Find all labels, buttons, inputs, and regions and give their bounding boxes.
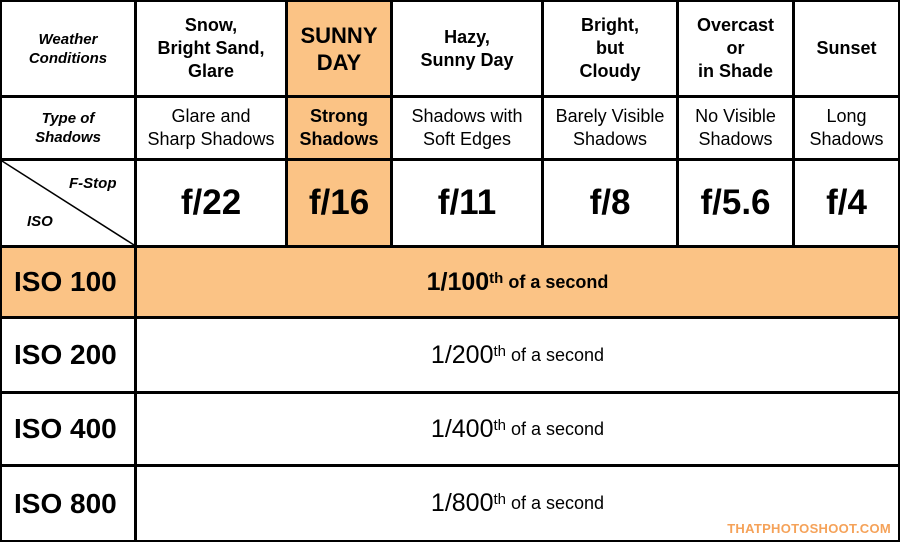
shadow-cell-f4: Long Shadows bbox=[795, 98, 898, 158]
fstop-cell-f4: f/4 bbox=[795, 161, 898, 245]
iso-400-label: ISO 400 bbox=[2, 394, 134, 464]
fstop-cell-f8: f/8 bbox=[544, 161, 676, 245]
shutter-speed-iso-400: 1/400 $^{th}$ of a second bbox=[137, 394, 898, 464]
condition-cell-f16: SUNNY DAY bbox=[288, 2, 390, 95]
iso-label: ISO bbox=[27, 213, 53, 230]
type-of-shadows-label: Type of Shadows bbox=[35, 110, 101, 146]
shadow-cell-f22: Glare and Sharp Shadows bbox=[137, 98, 285, 158]
condition-cell-f22: Snow, Bright Sand, Glare bbox=[137, 2, 285, 95]
diagonal-divider bbox=[2, 161, 134, 245]
condition-cell-f11: Hazy, Sunny Day bbox=[393, 2, 541, 95]
watermark: THATPHOTOSHOOT.COM bbox=[727, 521, 891, 536]
iso-800-label: ISO 800 bbox=[2, 467, 134, 540]
fstop-cell-f22: f/22 bbox=[137, 161, 285, 245]
weather-conditions-label: Weather Conditions bbox=[28, 30, 108, 67]
fstop-iso-diagonal-cell bbox=[2, 161, 134, 245]
shutter-speed-iso-200: 1/200 $^{th}$ of a second bbox=[137, 319, 898, 391]
shutter-speed-iso-100: 1/100 $^{th}$ of a second bbox=[137, 248, 898, 316]
shadow-cell-f8: Barely Visible Shadows bbox=[544, 98, 676, 158]
type-of-shadows-label-cell bbox=[2, 98, 134, 158]
weather-conditions-label-cell bbox=[2, 2, 134, 95]
shadow-cell-f16: Strong Shadows bbox=[288, 98, 390, 158]
iso-200-label: ISO 200 bbox=[2, 319, 134, 391]
fstop-label: F-Stop bbox=[69, 175, 117, 192]
fstop-cell-f5-6: f/5.6 bbox=[679, 161, 792, 245]
shadow-cell-f11: Shadows with Soft Edges bbox=[393, 98, 541, 158]
condition-cell-f8: Bright, but Cloudy bbox=[544, 2, 676, 95]
fstop-cell-f16: f/16 bbox=[288, 161, 390, 245]
iso-100-label: ISO 100 bbox=[2, 248, 134, 316]
shutter-speed-iso-800: 1/800 $^{th}$ of a second bbox=[137, 467, 898, 540]
shadow-cell-f5-6: No Visible Shadows bbox=[679, 98, 792, 158]
fstop-cell-f11: f/11 bbox=[393, 161, 541, 245]
condition-cell-f4: Sunset bbox=[795, 2, 898, 95]
condition-cell-f5-6: Overcast or in Shade bbox=[679, 2, 792, 95]
